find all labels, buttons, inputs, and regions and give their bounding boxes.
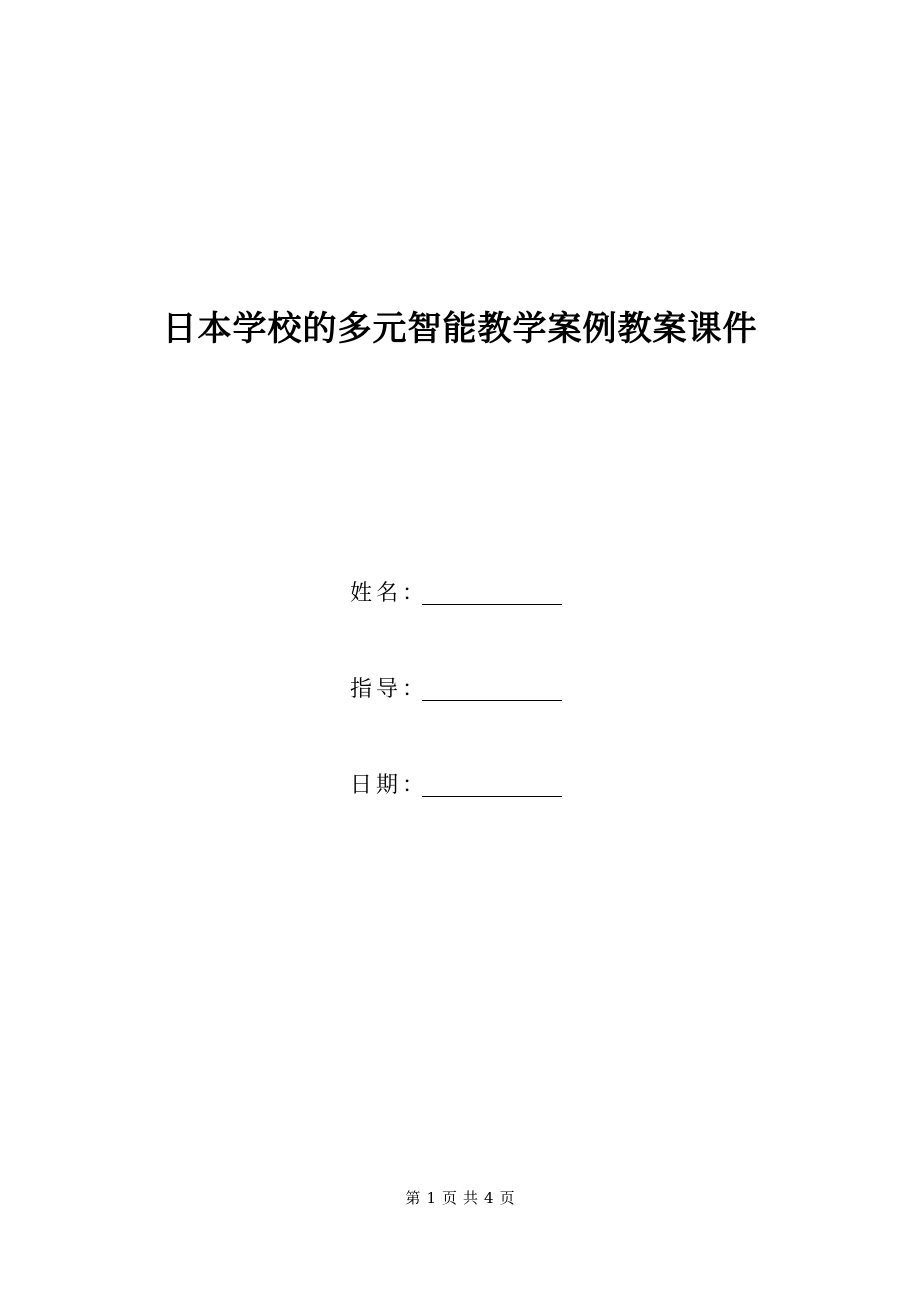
name-label: 姓名 xyxy=(350,581,403,606)
footer-prefix: 第 xyxy=(405,1189,421,1207)
footer-current-page: 1 xyxy=(426,1189,436,1207)
advisor-blank-line xyxy=(422,672,562,701)
footer-total-pages: 4 xyxy=(484,1189,494,1207)
date-colon: ： xyxy=(402,773,425,798)
name-blank-line xyxy=(422,576,562,605)
footer-total-word: 共 xyxy=(463,1189,479,1207)
footer-suffix: 页 xyxy=(499,1189,515,1207)
document-title: 日本学校的多元智能教学案例教案课件 xyxy=(162,309,758,349)
advisor-label: 指导 xyxy=(350,677,403,702)
advisor-row xyxy=(350,672,610,768)
date-blank-line xyxy=(422,768,562,797)
advisor-colon: ： xyxy=(402,677,425,702)
date-label: 日期 xyxy=(350,773,403,798)
name-row xyxy=(350,576,610,672)
footer-page-word: 页 xyxy=(441,1189,457,1207)
date-row xyxy=(350,768,610,864)
cover-form xyxy=(350,576,610,864)
page-footer xyxy=(0,1186,920,1210)
name-colon: ： xyxy=(402,581,425,606)
